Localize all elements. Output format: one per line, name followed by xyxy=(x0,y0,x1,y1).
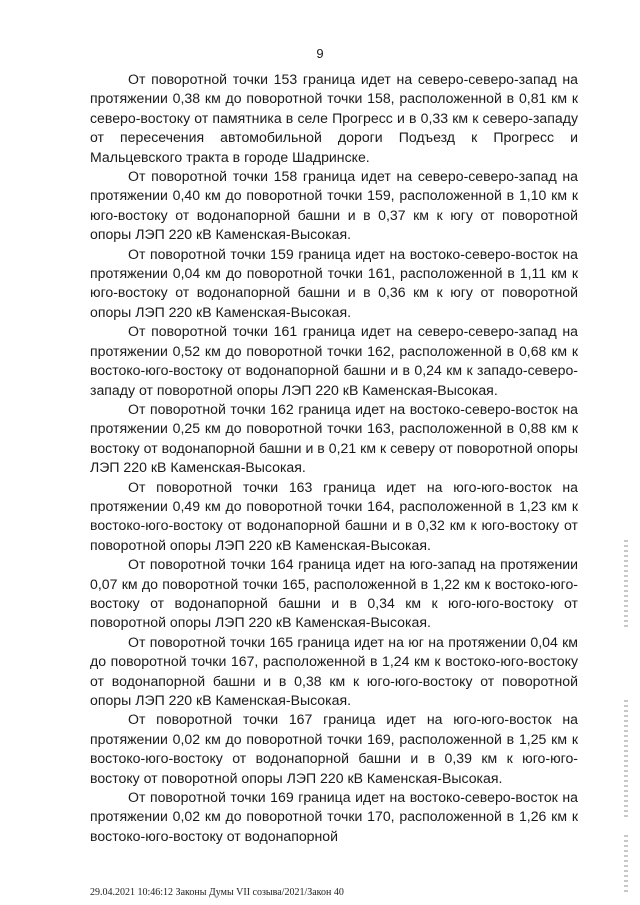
scan-margin-mark xyxy=(624,540,628,630)
paragraph: От поворотной точки 158 граница идет на северо-северо-запад на протяжении 0,40 км до поворотной точки 159, расположенной в 1,10 км к юго-востоку от водонапорной башни и в 0,37 км к югу от поворотной опоры ЛЭП 220 кВ Каменская-Высокая. xyxy=(90,168,578,243)
scan-margin-mark xyxy=(624,835,628,895)
paragraph: От поворотной точки 159 граница идет на востоко-северо-восток на протяжении 0,04 км до поворотной точки 161, расположенной в 1,11 км к юго-востоку от водонапорной башни и в 0,36 км к югу от поворотной опоры ЛЭП 220 кВ Каменская-Высокая. xyxy=(90,245,578,320)
paragraph: От поворотной точки 167 граница идет на юго-юго-восток на протяжении 0,02 км до поворотной точки 169, расположенной в 1,25 км к востоко-юго-востоку от водонапорной башни и в 0,39 км к юго-юго-востоку от поворотной опоры ЛЭП 220 кВ Каменская-Высокая. xyxy=(90,711,578,786)
paragraph: От поворотной точки 169 граница идет на востоко-северо-восток на протяжении 0,02 км до поворотной точки 170, расположенной в 1,26 км к востоко-юго-востоку от водонапорной xyxy=(90,789,578,844)
scan-margin-mark xyxy=(624,700,628,820)
paragraph: От поворотной точки 162 граница идет на востоко-северо-восток на протяжении 0,25 км до поворотной точки 163, расположенной в 0,88 км к востоку от водонапорной башни и в 0,21 км к северу от поворотной опоры ЛЭП 220 кВ Каменская-Высокая. xyxy=(90,400,578,476)
document-footer: 29.04.2021 10:46:12 Законы Думы VII созыва/2021/Закон 40 xyxy=(90,887,344,898)
paragraph: От поворотной точки 164 граница идет на юго-запад на протяжении 0,07 км до поворотной точки 165, расположенной в 1,22 км к востоко-юго-востоку от водонапорной башни и в 0,34 км к юго-юго-востоку от поворотной опоры ЛЭП 220 кВ Каменская-Высокая. xyxy=(90,556,578,631)
document-body xyxy=(90,70,578,846)
page-number: 9 xyxy=(316,46,324,61)
paragraph: От поворотной точки 153 граница идет на северо-северо-запад на протяжении 0,38 км до поворотной точки 158, расположенной в 0,81 км к северо-востоку от памятника в селе Прогресс и в 0,33 км к северо-западу от пересечения автомобильной дороги Подъезд к Прогресс и Мальцевского тракта в городе Шадринске. xyxy=(90,71,578,165)
paragraph: От поворотной точки 161 граница идет на северо-северо-запад на протяжении 0,52 км до поворотной точки 162, расположенной в 0,68 км к востоко-юго-востоку от водонапорной башни и в 0,24 км к западо-северо-западу от поворотной опоры ЛЭП 220 кВ Каменская-Высокая. xyxy=(90,323,578,398)
paragraph: От поворотной точки 165 граница идет на юг на протяжении 0,04 км до поворотной точки 167, расположенной в 1,24 км к востоко-юго-востоку от водонапорной башни и в 0,38 км к юго-юго-востоку от поворотной опоры ЛЭП 220 кВ Каменская-Высокая. xyxy=(90,633,578,708)
paragraph: От поворотной точки 163 граница идет на юго-юго-восток на протяжении 0,49 км до поворотной точки 164, расположенной в 1,23 км к востоко-юго-востоку от водонапорной башни и в 0,32 км к юго-востоку от поворотной опоры ЛЭП 220 кВ Каменская-Высокая. xyxy=(90,478,578,553)
